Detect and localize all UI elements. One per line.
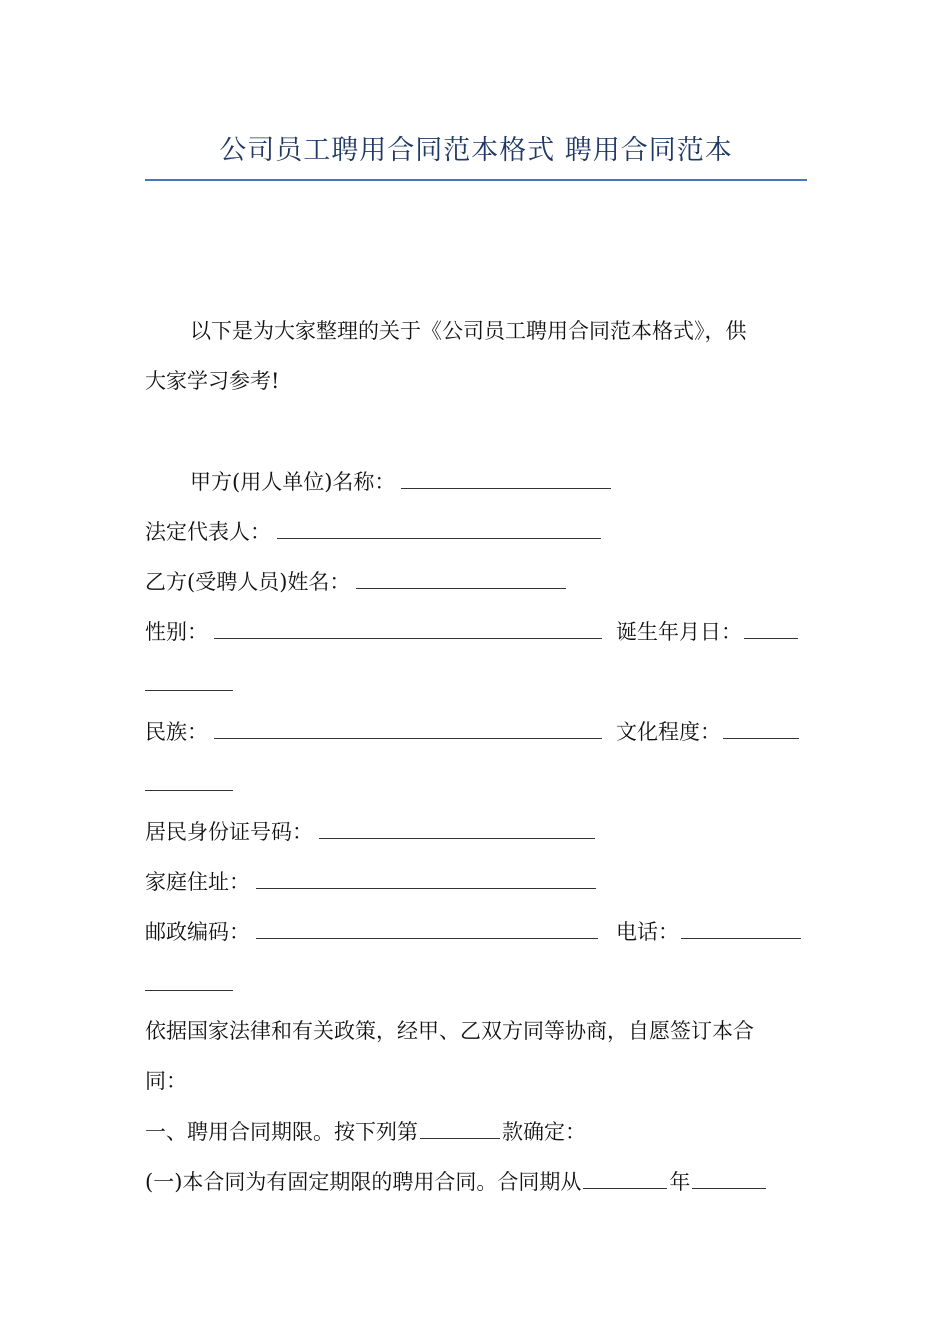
education-blank-continued[interactable] bbox=[145, 768, 233, 791]
legal-rep-label: 法定代表人： bbox=[145, 520, 271, 544]
term-prefix: 一、聘用合同期限。按下列第 bbox=[145, 1120, 418, 1144]
birth-label: 诞生年月日： bbox=[616, 620, 742, 644]
term-option-blank[interactable] bbox=[420, 1116, 500, 1139]
party-a-label: 甲方(用人单位)名称： bbox=[190, 470, 396, 494]
postcode-label: 邮政编码： bbox=[145, 920, 250, 944]
phone-label: 电话： bbox=[616, 920, 679, 944]
year-char: 年 bbox=[669, 1170, 691, 1194]
phone-blank-continued[interactable] bbox=[145, 968, 233, 991]
phone-blank[interactable] bbox=[681, 916, 801, 939]
ethnicity-label: 民族： bbox=[145, 720, 208, 744]
gender-row bbox=[145, 616, 602, 647]
legal-rep-row bbox=[145, 516, 601, 547]
id-blank[interactable] bbox=[319, 816, 595, 839]
education-field bbox=[616, 716, 799, 747]
address-blank[interactable] bbox=[256, 866, 596, 889]
phone-field bbox=[616, 916, 801, 947]
term-suffix: 款确定： bbox=[502, 1120, 586, 1144]
postcode-row bbox=[145, 916, 598, 947]
party-b-label: 乙方(受聘人员)姓名： bbox=[145, 570, 351, 594]
education-label: 文化程度： bbox=[616, 720, 721, 744]
start-month-blank[interactable] bbox=[692, 1166, 766, 1189]
fixed-term-clause bbox=[145, 1166, 768, 1197]
basis-line-2: 同： bbox=[145, 1069, 187, 1093]
party-a-name-blank[interactable] bbox=[401, 466, 611, 489]
address-label: 家庭住址： bbox=[145, 870, 250, 894]
birth-blank[interactable] bbox=[744, 616, 798, 639]
basis-line-1: 依据国家法律和有关政策，经甲、乙双方同等协商，自愿签订本合 bbox=[145, 1019, 754, 1043]
party-b-row bbox=[145, 566, 566, 597]
id-row bbox=[145, 816, 595, 847]
start-year-blank[interactable] bbox=[583, 1166, 667, 1189]
birth-blank-continued[interactable] bbox=[145, 668, 233, 691]
address-row bbox=[145, 866, 596, 897]
legal-rep-blank[interactable] bbox=[277, 516, 601, 539]
party-b-name-blank[interactable] bbox=[356, 566, 566, 589]
party-a-row bbox=[190, 466, 611, 497]
id-label: 居民身份证号码： bbox=[145, 820, 313, 844]
ethnicity-row bbox=[145, 716, 602, 747]
intro-line-1: 以下是为大家整理的关于《公司员工聘用合同范本格式》，供 bbox=[190, 319, 747, 343]
ethnicity-blank[interactable] bbox=[214, 716, 602, 739]
intro-line-2: 大家学习参考! bbox=[145, 369, 280, 393]
document-title: 公司员工聘用合同范本格式 聘用合同范本 bbox=[219, 135, 733, 166]
gender-blank[interactable] bbox=[214, 616, 602, 639]
gender-label: 性别： bbox=[145, 620, 208, 644]
education-blank[interactable] bbox=[723, 716, 799, 739]
title-underline bbox=[145, 179, 807, 181]
birth-field bbox=[616, 616, 798, 647]
term-clause bbox=[145, 1116, 586, 1147]
fixed-term-prefix: (一)本合同为有固定期限的聘用合同。合同期从 bbox=[145, 1170, 582, 1194]
postcode-blank[interactable] bbox=[256, 916, 598, 939]
